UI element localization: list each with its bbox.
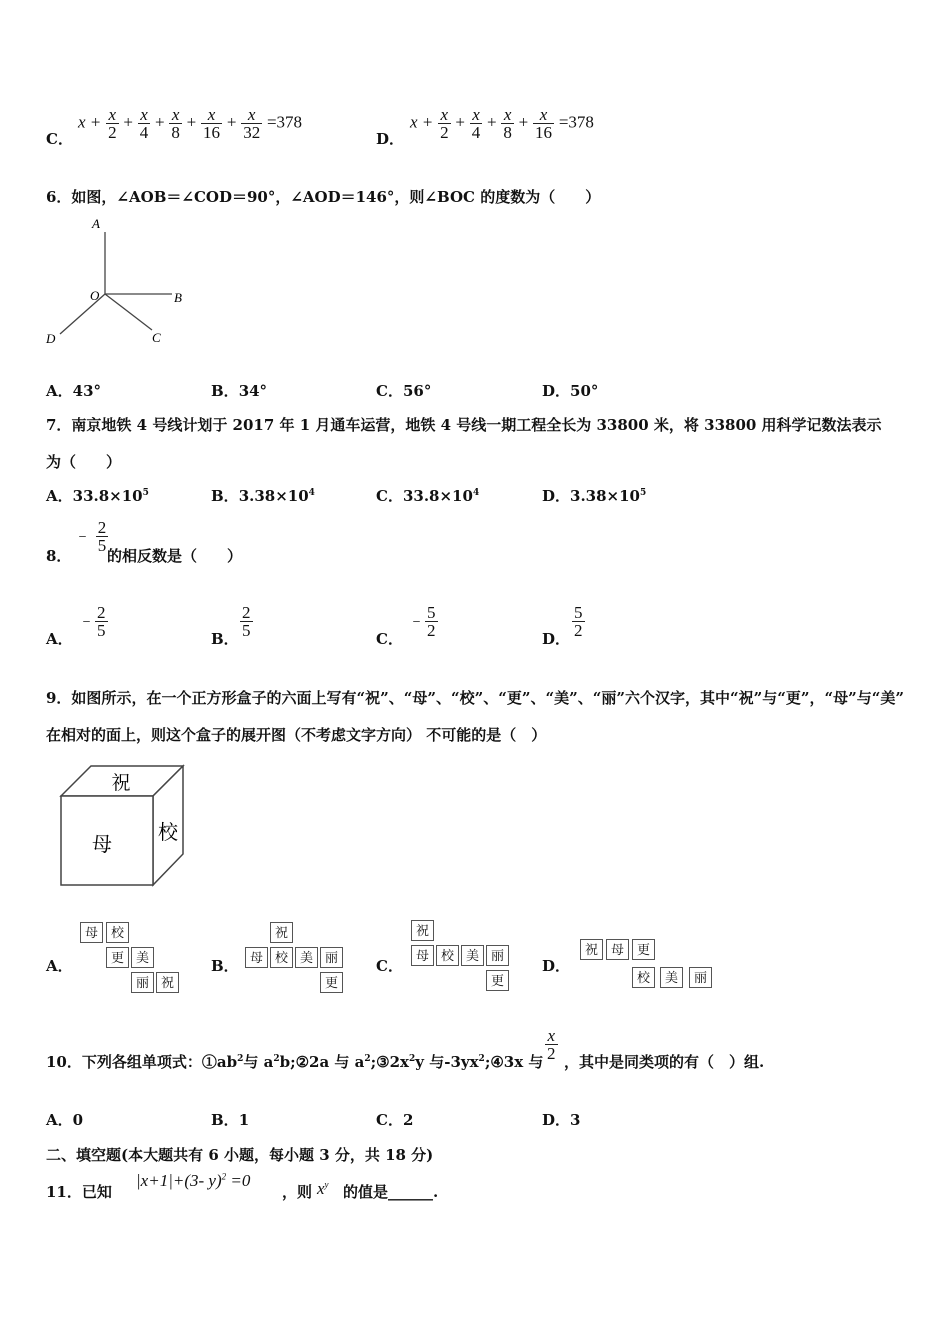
q10-option-d: D．3	[542, 1111, 581, 1129]
q9-c-cell-4: 美	[461, 945, 484, 966]
q8-option-b-label: B．	[211, 630, 239, 648]
q9-b-cell-6: 更	[320, 972, 343, 993]
q5-d-frac-3: $\frac{x}{8}$	[503, 105, 512, 142]
q8-option-a-label: A．	[46, 630, 73, 648]
q9-b-cell-5: 丽	[320, 947, 343, 968]
q9-question-line2: 在相对的面上，则这个盒子的展开图（不考虑文字方向） 不可能的是（ ）	[46, 726, 547, 744]
q9-c-cell-2: 母	[411, 945, 434, 966]
q7-option-c: C．$33.8\times 10^4$	[376, 487, 480, 505]
q5-d-frac-4: $\frac{x}{16}$	[535, 105, 553, 142]
q9-cube-front: 母	[92, 832, 112, 856]
q5-c-equals: =378	[266, 112, 303, 132]
q10-question-tail: ，其中是同类项的有（ ）组.	[564, 1053, 765, 1071]
q9-d-cell-2: 母	[606, 939, 629, 960]
q6-option-a: A．43°	[46, 382, 102, 400]
q11-prefix: 11．已知	[46, 1183, 112, 1201]
q7-option-d: D．$3.38\times 10^5$	[542, 487, 647, 505]
q9-b-cell-1: 祝	[270, 922, 293, 943]
q9-c-cell-5: 丽	[486, 945, 509, 966]
q5-c-frac-3: $\frac{x}{8}$	[171, 105, 180, 142]
q7-option-b: B．$3.38\times 10^4$	[211, 487, 315, 505]
q7-question-line1: 7．南京地铁 4 号线计划于 2017 年 1 月通车运营，地铁 4 号线一期工程全长为 33800 米，将 33800 用科学记数法表示	[46, 416, 882, 434]
q5-d-frac-2: $\frac{x}{4}$	[471, 105, 481, 142]
q6-point-d: D	[46, 331, 56, 346]
q8-question-text: 的相反数是（ ）	[107, 547, 243, 565]
q6-angle-figure	[40, 212, 200, 352]
q9-b-cell-4: 美	[295, 947, 318, 968]
q9-option-a-label: A．	[46, 957, 73, 975]
q5-option-d-label: D．	[376, 130, 405, 148]
q11-suffix: 的值是______.	[343, 1183, 439, 1201]
q9-cube-figure	[55, 762, 190, 892]
q8-number: 8．	[46, 547, 72, 565]
q11-expression: |x+1|+(3- y)$^2$ =0	[136, 1171, 251, 1190]
q9-a-cell-4: 美	[131, 947, 154, 968]
q5-d-equals: =378	[558, 112, 594, 132]
q10-fraction: $\frac{x}{2}$	[547, 1026, 556, 1063]
q6-point-o: O	[90, 288, 100, 303]
q9-c-cell-6: 更	[486, 970, 509, 991]
q5-c-frac-1: $\frac{x}{2}$	[108, 105, 117, 142]
q9-cube-top: 祝	[111, 772, 131, 794]
q9-d-cell-6: 丽	[689, 967, 712, 988]
q6-point-c: C	[152, 330, 161, 345]
q5-option-c-label: C．	[46, 130, 73, 148]
q9-option-c-label: C．	[376, 957, 403, 975]
q6-option-d: D．50°	[542, 382, 599, 400]
q8-expression: ﹣ $\frac{2}{5}$	[74, 518, 107, 555]
q9-b-cell-3: 校	[270, 947, 293, 968]
q9-cube-side: 校	[158, 820, 178, 844]
q6-option-b: B．34°	[211, 382, 268, 400]
q8-option-c-label: C．	[376, 630, 403, 648]
q9-option-b-label: B．	[211, 957, 239, 975]
q10-option-b: B．1	[211, 1111, 250, 1129]
q9-c-cell-3: 校	[436, 945, 459, 966]
q5-c-frac-5: $\frac{x}{32}$	[243, 105, 261, 142]
q10-option-c: C．2	[376, 1111, 414, 1129]
q5-c-lead: x +	[78, 112, 102, 132]
q10-question-text: 10．下列各组单项式：$①ab^2$与 $a^2b;②2a$ 与 $a^2;③2x^2y$ 与$-3yx^2;④3x$ 与	[46, 1053, 544, 1071]
q9-question-line1: 9．如图所示，在一个正方形盒子的六面上写有“祝”、“母”、“校”、“更”、“美”、“丽”六个汉字，其中“祝”与“更”，“母”与“美”	[46, 689, 905, 707]
q9-option-d-label: D．	[542, 957, 571, 975]
q5-option-c-expression: x + $\frac{x}{2}$ + $\frac{x}{4}$ + $\frac{x}{8}$ + $\frac{x}{16}$ + $\frac{x}{32}$ =378	[78, 105, 303, 142]
q6-point-b: B	[174, 290, 182, 305]
q9-d-cell-1: 祝	[580, 939, 603, 960]
q6-option-c: C．56°	[376, 382, 432, 400]
q8-option-a-value: ﹣ $\frac{2}{5}$	[78, 603, 106, 640]
q9-c-cell-1: 祝	[411, 920, 434, 941]
q7-option-a: A．$33.8\times 10^5$	[46, 487, 149, 505]
q9-a-cell-2: 校	[106, 922, 129, 943]
section-2-heading: 二、填空题(本大题共有 6 小题，每小题 3 分，共 18 分)	[46, 1146, 434, 1164]
q5-c-frac-4: $\frac{x}{16}$	[203, 105, 221, 142]
q9-a-cell-6: 祝	[156, 972, 179, 993]
q5-d-frac-1: $\frac{x}{2}$	[440, 105, 449, 142]
q8-option-c-value: ﹣ $\frac{5}{2}$	[408, 603, 436, 640]
q11-power: $x^y$	[317, 1179, 329, 1198]
q7-question-line2: 为（ ）	[46, 453, 122, 471]
q9-d-cell-3: 更	[632, 939, 655, 960]
q9-a-cell-5: 丽	[131, 972, 154, 993]
q9-b-cell-2: 母	[245, 947, 268, 968]
q5-c-frac-2: $\frac{x}{4}$	[139, 105, 149, 142]
q5-option-d-expression: x + $\frac{x}{2}$ + $\frac{x}{4}$ + $\frac{x}{8}$ + $\frac{x}{16}$ =378	[410, 105, 594, 142]
q8-option-d-label: D．	[542, 630, 571, 648]
q6-point-a: A	[92, 216, 100, 231]
q8-option-b-value: $\frac{2}{5}$	[242, 603, 251, 640]
q9-a-cell-1: 母	[80, 922, 103, 943]
q6-question-text: 6．如图，∠AOB＝∠COD＝90°，∠AOD＝146°，则∠BOC 的度数为（ ）	[46, 188, 601, 206]
q9-d-cell-5: 美	[660, 967, 683, 988]
q11-mid: ，则	[282, 1183, 313, 1201]
q8-option-d-value: $\frac{5}{2}$	[574, 603, 583, 640]
q9-d-cell-4: 校	[632, 967, 655, 988]
q10-option-a: A．0	[46, 1111, 84, 1129]
q9-a-cell-3: 更	[106, 947, 129, 968]
